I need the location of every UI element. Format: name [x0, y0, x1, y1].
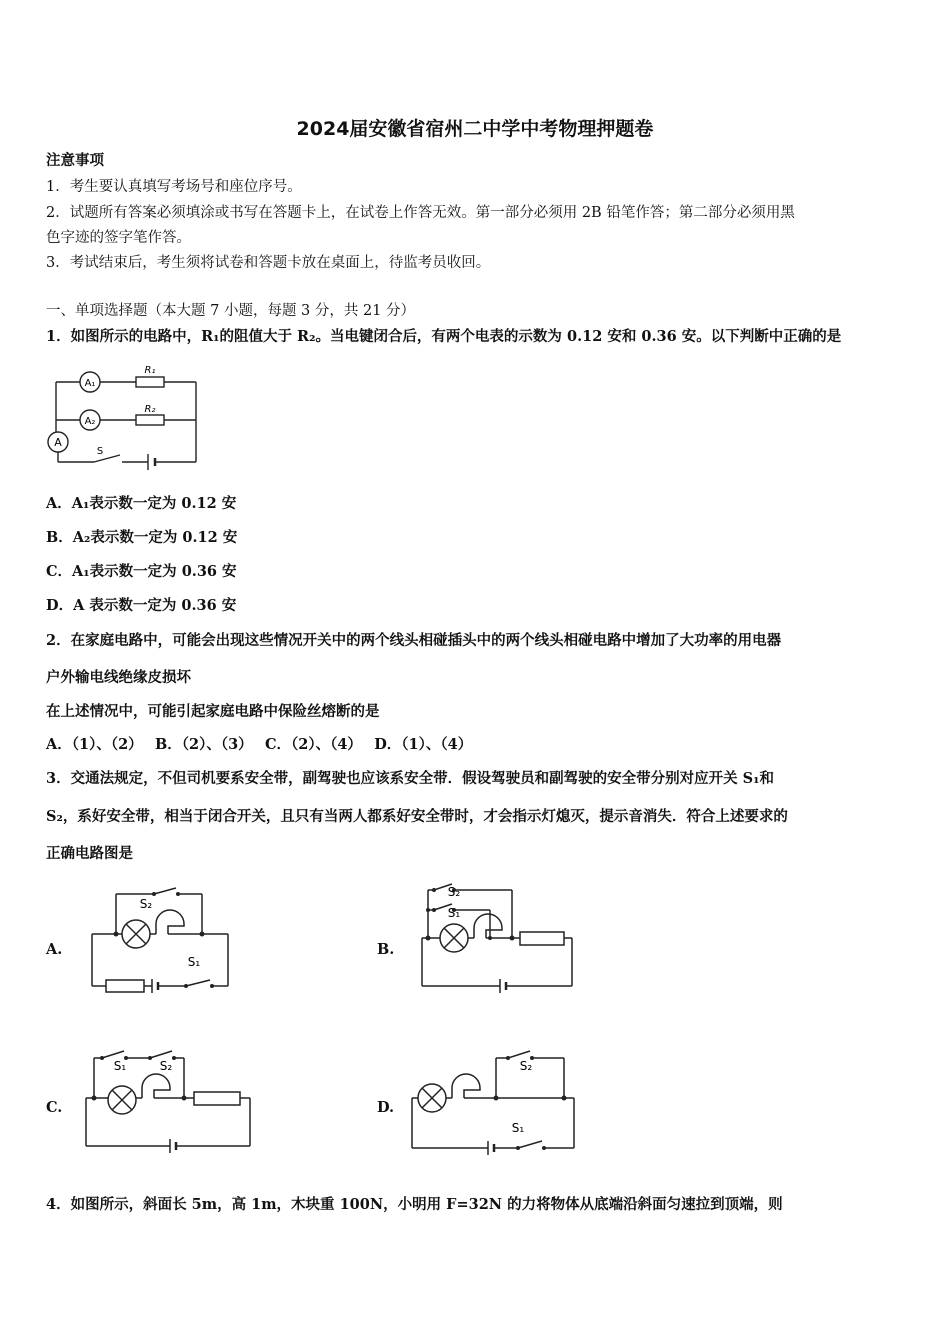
q3-circuit-b [420, 882, 580, 994]
switch-s2-label: S₂ [159, 1059, 173, 1073]
notice-item-3: 3．考试结束后，考生须将试卷和答题卡放在桌面上，待监考员收回。 [46, 255, 491, 271]
switch-s1-label: S₁ [447, 906, 461, 920]
q1-option-d: D．A 表示数一定为 0.36 安 [46, 597, 237, 614]
q1-option-b: B．A₂表示数一定为 0.12 安 [46, 529, 238, 546]
q3-option-d-label: D. [377, 1099, 395, 1116]
switch-s-label: S [96, 446, 104, 457]
notice-item-1: 1．考生要认真填写考场号和座位序号。 [46, 179, 302, 195]
switch-s2-label: S₂ [139, 897, 153, 911]
q1-circuit-figure [44, 362, 204, 472]
q1-option-a: A．A₁表示数一定为 0.12 安 [46, 495, 237, 512]
q3-circuit-a [88, 886, 238, 998]
q1-option-c: C．A₁表示数一定为 0.36 安 [46, 563, 237, 580]
q1-stem: 1．如图所示的电路中，R₁的阻值大于 R₂。当电键闭合后，有两个电表的示数为 0.12 安和 0.36 安。以下判断中正确的是 [46, 328, 842, 345]
ammeter-a2-label: A₂ [84, 416, 96, 427]
switch-s2-label: S₂ [519, 1059, 533, 1073]
notice-heading: 注意事项 [46, 152, 104, 169]
switch-s1-label: S₁ [511, 1121, 525, 1135]
q3-circuit-d [410, 1048, 580, 1160]
resistor-r2-label: R₂ [144, 404, 156, 415]
switch-s1-label: S₁ [187, 955, 201, 969]
q3-line2: S₂，系好安全带，相当于闭合开关，且只有当两人都系好安全带时，才会指示灯熄灭，提示音消失．符合上述要求的 [46, 808, 788, 825]
ammeter-a1-label: A₁ [84, 378, 96, 389]
ammeter-a-label: A [54, 436, 62, 449]
section-heading: 一、单项选择题（本大题 7 小题，每题 3 分，共 21 分） [46, 303, 416, 319]
switch-s2-label: S₂ [447, 885, 461, 899]
resistor-r1-label: R₁ [144, 365, 156, 376]
notice-item-2-cont: 色字迹的签字笔作答。 [46, 230, 191, 246]
q3-line1: 3．交通法规定，不但司机要系安全带，副驾驶也应该系安全带．假设驾驶员和副驾驶的安全带分别对应开关 S₁和 [46, 770, 774, 787]
q3-option-b-label: B. [377, 941, 395, 958]
q3-option-a-label: A. [46, 941, 63, 958]
page-title: 2024届安徽省宿州二中学中考物理押题卷 [296, 118, 654, 140]
q3-option-c-label: C. [46, 1099, 63, 1116]
q4-stem: 4．如图所示，斜面长 5m，高 1m，木块重 100N，小明用 F=32N 的力将物体从底端沿斜面匀速拉到顶端，则 [46, 1196, 783, 1213]
q2-line2: 户外输电线绝缘皮损坏 [46, 669, 191, 686]
q3-line3: 正确电路图是 [46, 845, 133, 862]
q2-options: A．（1）、（2） B．（2）、（3） C．（2）、（4） D．（1）、（4） [46, 736, 473, 753]
notice-item-2: 2．试题所有答案必须填涂或书写在答题卡上，在试卷上作答无效。第一部分必须用 2B 铅笔作答；第二部分必须用黑 [46, 205, 795, 221]
switch-s1-label: S₁ [113, 1059, 127, 1073]
q3-circuit-c [84, 1046, 256, 1154]
q2-stem: 2．在家庭电路中，可能会出现这些情况开关中的两个线头相碰插头中的两个线头相碰电路中增加了大功率的用电器 [46, 632, 782, 649]
q2-line3: 在上述情况中，可能引起家庭电路中保险丝熔断的是 [46, 703, 380, 720]
